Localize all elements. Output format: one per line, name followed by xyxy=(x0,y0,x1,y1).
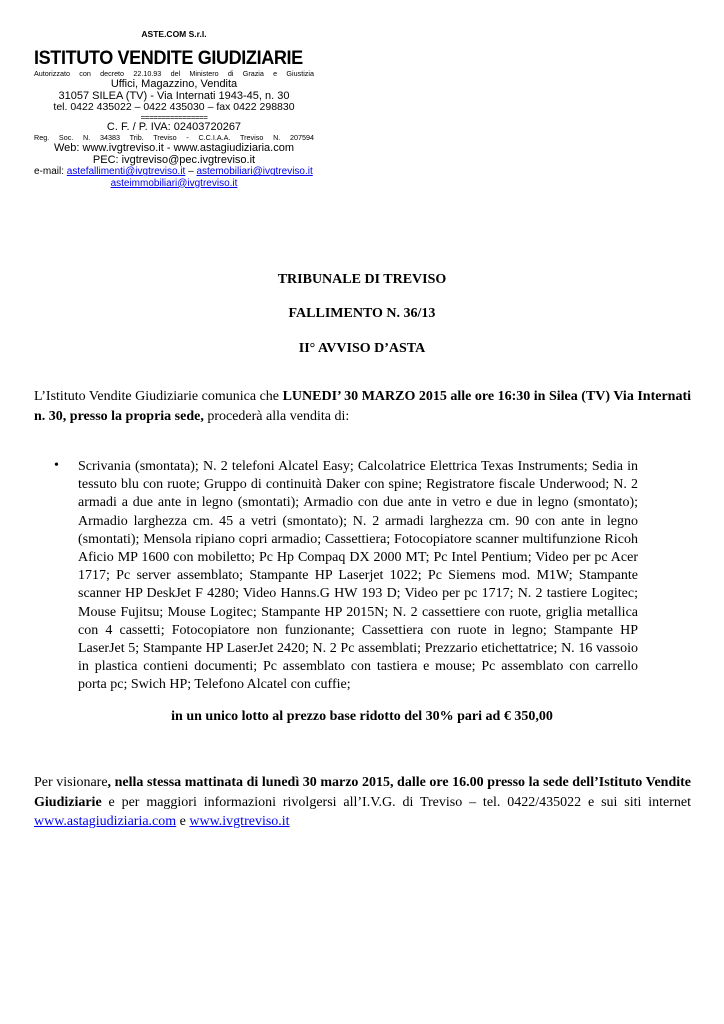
offices-line: Uffici, Magazzino, Vendita xyxy=(110,77,238,90)
case-title: FALLIMENTO N. 36/13 xyxy=(288,306,436,321)
registry-line: Reg. Soc. N. 34383 Trib. Treviso - C.C.I.A.A. Treviso N. 207594 xyxy=(34,132,314,142)
notice-title: II° AVVISO D’ASTA xyxy=(298,341,426,356)
items-list: Scrivania (smontata); N. 2 telefoni Alcatel Easy; Calcolatrice Elettrica Texas Instruments; Sedia in tessuto blu con ruote; Gruppo di continuità Daker con spine; Registratore fiscale Underwood; N. 2 armadi a due ante in legno (smontati); Armadio con due ante in vetro e due in legno (smontato); Armadio larghezza cm. 45 a vetri (smontato); N. 2 armadi larghezza cm. 90 con ante in legno (smontati); Mensola ripiano copri armadio; Cassettiera; Fotocopiatore scanner multifunzione Ricoh Aficio MP 1600 con mobiletto; Pc Hp Compaq DX 2000 MT; Pc Intel Pentium; Video per pc Acer 1717; Pc server assemblato; Stampante HP Laserjet 1022; Pc Siemens mod. M1W; Stampante scanner HP DeskJet F 4280; Video Hanns.G HW 193 D; Video per pc 1717; N. 2 tastiere Logitec; Mouse Fujitsu; Mouse Logitec; Stampante HP 2015N; N. 2 cassettiere con ruote, griglia metallica con 4 cassetti; Fotocopiatore non funzionante; Cassettiera con ruote in legno; Stampante HP LaserJet 5; Stampante HP LaserJet 2420; N. 2 Pc assemblati; Prezzario etichettatrice; N. 16 vassoio in plastica contieni documenti; Pc assemblato con tastiera e mouse; Pc assemblato con carrello porta pc; Swich HP; Telefono Alcatel con cuffie; xyxy=(78,459,638,693)
intro-text: L’Istituto Vendite Giudiziarie comunica che xyxy=(34,389,283,404)
email-separator: – xyxy=(188,166,194,178)
authorization-line: Autorizzato con decreto 22.10.93 del Ministero di Grazia e Giustizia xyxy=(34,68,314,78)
footer-text-3: e xyxy=(176,814,190,829)
vat-line: C. F. / P. IVA: 02403720267 xyxy=(106,121,242,134)
footer-text-2: e per maggiori informazioni rivolgersi all’I.V.G. di Treviso – tel. 0422/435022 e sui siti internet xyxy=(101,794,691,810)
address-line: 31057 SILEA (TV) - Via Internati 1943-45, n. 30 xyxy=(58,90,290,103)
pec-line: PEC: ivgtreviso@pec.ivgtreviso.it xyxy=(92,154,256,167)
link-astagiudiziaria[interactable]: www.astagiudiziaria.com xyxy=(34,814,177,829)
footer-bold: , nella stessa mattinata di lunedì 30 marzo 2015, dalle ore 16.00 presso la sede dell’Istituto Vendite Giudiziarie xyxy=(34,775,691,810)
email-link-mobiliari[interactable]: astemobiliari@ivgtreviso.it xyxy=(196,166,313,178)
company-name: ASTE.COM S.r.l. xyxy=(141,29,207,39)
intro-paragraph xyxy=(34,387,691,426)
link-ivgtreviso[interactable]: www.ivgtreviso.it xyxy=(189,814,290,829)
email-link-immobiliari[interactable]: asteimmobiliari@ivgtreviso.it xyxy=(110,177,238,189)
price-line: in un unico lotto al prezzo base ridotto del 30% pari ad € 350,00 xyxy=(171,709,553,724)
web-line: Web: www.ivgtreviso.it - www.astagiudiziaria.com xyxy=(53,141,295,154)
bullet-icon: • xyxy=(54,458,59,473)
email-link-fallimenti[interactable]: astefallimenti@ivgtreviso.it xyxy=(66,166,186,178)
email-label: e-mail: xyxy=(34,166,65,178)
letterhead xyxy=(34,30,314,189)
institute-name: ISTITUTO VENDITE GIUDIZIARIE xyxy=(34,47,303,69)
intro-bold: LUNEDI’ 30 MARZO 2015 alle ore 16:30 in Silea (TV) Via Internati n. 30, presso la propria sede, xyxy=(34,389,692,424)
footer-text: Per visionare xyxy=(34,775,108,790)
intro-text-end: procederà alla vendita di: xyxy=(203,408,350,424)
email-line-2 xyxy=(34,178,314,189)
email-line xyxy=(34,166,314,177)
phones-line: tel. 0422 435022 – 0422 435030 – fax 0422 298830 xyxy=(53,101,295,114)
court-title: TRIBUNALE DI TREVISO xyxy=(277,272,447,287)
footer-paragraph xyxy=(34,773,691,832)
separator-line: ================ xyxy=(140,113,208,123)
